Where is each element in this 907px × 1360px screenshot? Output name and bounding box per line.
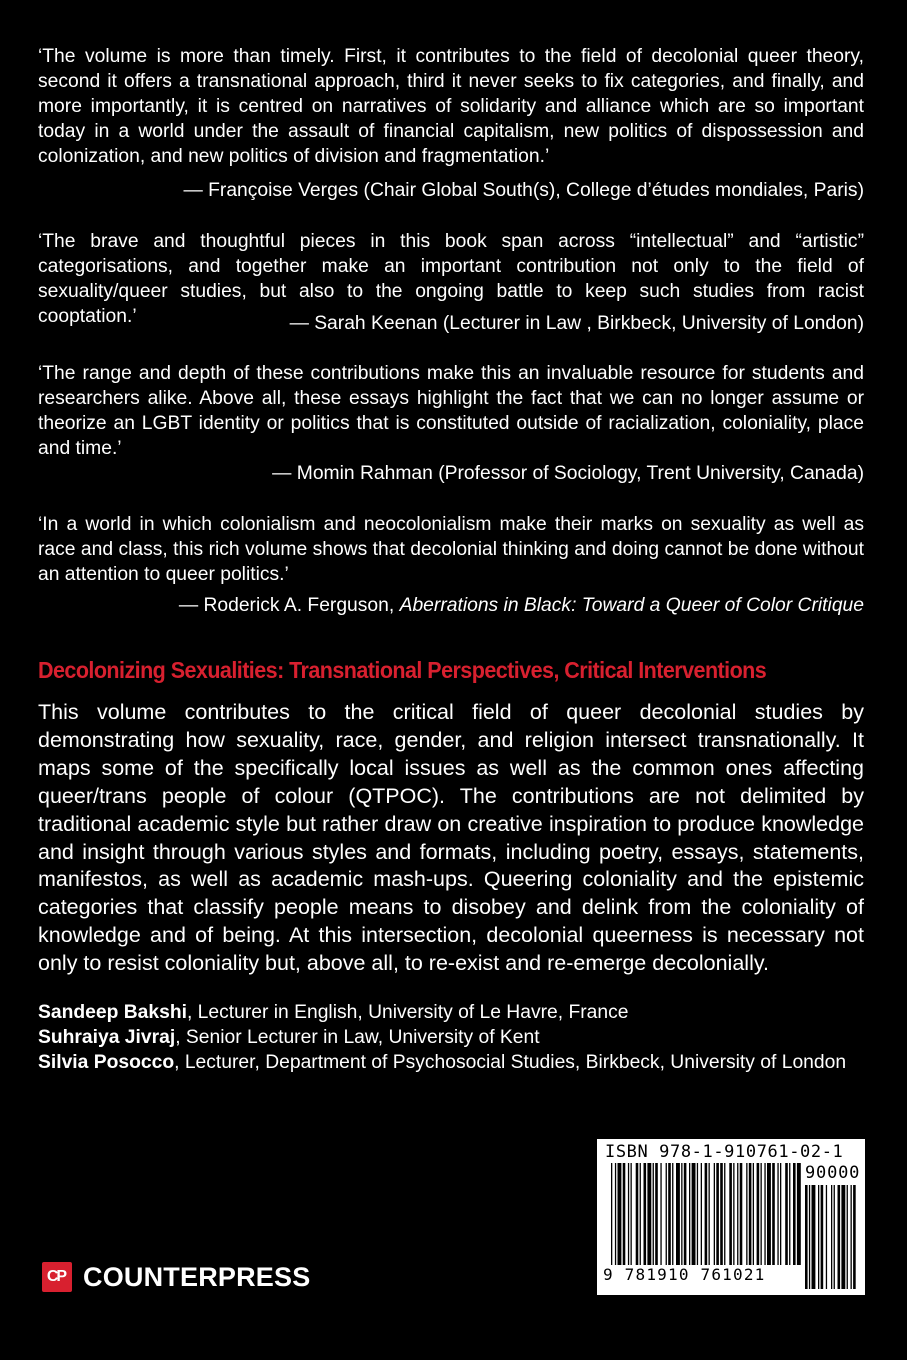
barcode-bar: [767, 1163, 771, 1265]
barcode-bar: [749, 1163, 752, 1265]
barcode-bar: [611, 1163, 612, 1265]
barcode-addon-bar: [838, 1185, 841, 1289]
barcode-addon-bar: [834, 1185, 835, 1289]
endorsement-attribution: — Sarah Keenan (Lecturer in Law , Birkbeck, University of London): [289, 313, 864, 334]
barcode-bar: [615, 1163, 616, 1265]
barcode-bar: [628, 1163, 629, 1265]
barcode-bar: [623, 1163, 626, 1265]
barcode-addon-bar: [841, 1185, 845, 1289]
editor-entry: [38, 1025, 878, 1050]
barcode-bar: [709, 1163, 710, 1265]
barcode-bar: [689, 1163, 690, 1265]
barcode-addon-bar: [809, 1185, 810, 1289]
barcode-bar: [618, 1163, 622, 1265]
barcode-addon-bar: [826, 1185, 827, 1289]
barcode-bar: [740, 1163, 743, 1265]
barcode-bar: [793, 1163, 796, 1265]
attribution-work-title: Aberrations in Black: Toward a Queer of Color Critique: [399, 595, 864, 616]
barcode-addon-bar: [805, 1185, 808, 1289]
barcode-addon-bar: [831, 1185, 832, 1289]
editor-entry: [38, 1050, 878, 1075]
endorsement-attribution: — Momin Rahman (Professor of Sociology, Trent University, Canada): [272, 463, 864, 484]
endorsement-quote: ‘The brave and thoughtful pieces in this book span across “intellectual” and “artistic” categorisations, and together make an important contribution not only to the field of sexuality/queer studies, but also to the ongoing battle to keep such studies from racist cooptation.’: [38, 231, 864, 327]
book-title: Decolonizing Sexualities: Transnational Perspectives, Critical Interventions: [38, 657, 767, 683]
publisher-logo-icon: CP: [42, 1262, 72, 1292]
editors-list: [38, 1000, 878, 1075]
barcode-bar: [655, 1163, 658, 1265]
barcode-bar: [789, 1163, 790, 1265]
barcode-bar: [761, 1163, 762, 1265]
barcode-bar: [724, 1163, 725, 1265]
editor-name: Silvia Posocco: [38, 1052, 175, 1073]
barcode-bar: [729, 1163, 732, 1265]
barcode-bar: [785, 1163, 788, 1265]
barcode-bar: [636, 1163, 639, 1265]
endorsement-attribution: [179, 593, 864, 618]
barcode-bar: [714, 1163, 715, 1265]
barcode-addon-bar: [821, 1185, 824, 1289]
barcode-addon-bar: [812, 1185, 816, 1289]
publisher-name: COUNTERPRESS: [83, 1261, 311, 1292]
barcode-bar: [644, 1163, 647, 1265]
endorsement-quote: ‘The volume is more than timely. First, it contributes to the field of decolonial queer theory, second it offers a transnational approach, third it never seeks to fix categories, and finally, and more importantly, it is centred on narratives of solidarity and alliance which are so important today in a world under the assault of financial capitalism, new politics of dispossession and colonization, and new politics of division and fragmentation.’: [38, 46, 864, 167]
barcode-bar: [701, 1163, 702, 1265]
publisher-logo: [42, 1262, 310, 1292]
barcode-bar: [653, 1163, 654, 1265]
barcode-bar: [692, 1163, 696, 1265]
editor-role: , Senior Lecturer in Law, University of Kent: [175, 1027, 540, 1048]
barcode-bar: [764, 1163, 765, 1265]
barcode-bar: [780, 1163, 781, 1265]
barcode-addon-bar: [851, 1185, 852, 1289]
barcode-bar: [660, 1163, 661, 1265]
barcode-bar: [757, 1163, 760, 1265]
editor-name: Suhraiya Jivraj: [38, 1027, 176, 1048]
barcode-bar: [697, 1163, 698, 1265]
attribution-name: — Roderick A. Ferguson,: [178, 595, 400, 616]
barcode-bar: [733, 1163, 734, 1265]
barcode-bar: [772, 1163, 775, 1265]
editor-name: Sandeep Bakshi: [38, 1002, 187, 1023]
barcode-bar: [737, 1163, 738, 1265]
endorsement-quote: ‘In a world in which colonialism and neocolonialism make their marks on sexuality as well as race and class, this rich volume shows that decolonial thinking and doing cannot be done without an attention to queer politics.’: [38, 514, 864, 585]
barcode-bar: [668, 1163, 671, 1265]
barcode-addon-bar: [853, 1185, 856, 1289]
barcode-bar: [684, 1163, 687, 1265]
ean-digits: 9 781910 761021: [603, 1265, 766, 1284]
endorsement-quote: ‘The range and depth of these contributions make this an invaluable resource for students and researchers alike. Above all, these essays highlight the fact that we can no longer assume or theorize an LGBT identity or politics that is constituted outside of racialization, coloniality, place and time.’: [38, 363, 864, 459]
barcode-bar: [672, 1163, 673, 1265]
barcode-bar: [705, 1163, 708, 1265]
endorsement-attribution: — Françoise Verges (Chair Global South(s), College d’études mondiales, Paris): [183, 180, 864, 201]
barcode-bar: [753, 1163, 754, 1265]
barcode-bar: [746, 1163, 747, 1265]
price-code: 90000: [805, 1163, 861, 1183]
barcode-bar: [720, 1163, 723, 1265]
editor-entry: [38, 1000, 878, 1025]
barcode-bar: [797, 1163, 801, 1265]
barcode-bar: [666, 1163, 667, 1265]
editor-role: , Lecturer, Department of Psychosocial Studies, Birkbeck, University of London: [174, 1052, 847, 1073]
barcode-addon-bar: [847, 1185, 848, 1289]
isbn-barcode: [597, 1139, 865, 1295]
isbn-label: ISBN 978-1-910761-02-1: [605, 1142, 844, 1162]
barcode-bar: [631, 1163, 632, 1265]
barcode-bar: [716, 1163, 719, 1265]
editor-role: , Lecturer in English, University of Le Havre, France: [186, 1002, 629, 1023]
barcode-bar: [647, 1163, 651, 1265]
barcode-bar: [640, 1163, 641, 1265]
barcode-addon-bar: [818, 1185, 819, 1289]
barcode-bar: [681, 1163, 682, 1265]
barcode-bar: [676, 1163, 680, 1265]
barcode-bar: [777, 1163, 778, 1265]
book-description: This volume contributes to the critical field of queer decolonial studies by demonstrating how sexuality, race, gender, and religion intersect transnationally. It maps some of the specifically local issues as well as the common ones affecting queer/trans people of colour (QTPOC). The contributions are not delimited by traditional academic style but rather draw on creative inspiration to produce knowledge and insight through various styles and formats, including poetry, essays, statements, manifestos, as well as academic mash-ups. Queering coloniality and the epistemic categories that classify people means to disobey and delink from the coloniality of knowledge and of being. At this intersection, decolonial queerness is necessary not only to resist coloniality but, above all, to re-exist and re-emerge decolonially.: [38, 700, 864, 976]
